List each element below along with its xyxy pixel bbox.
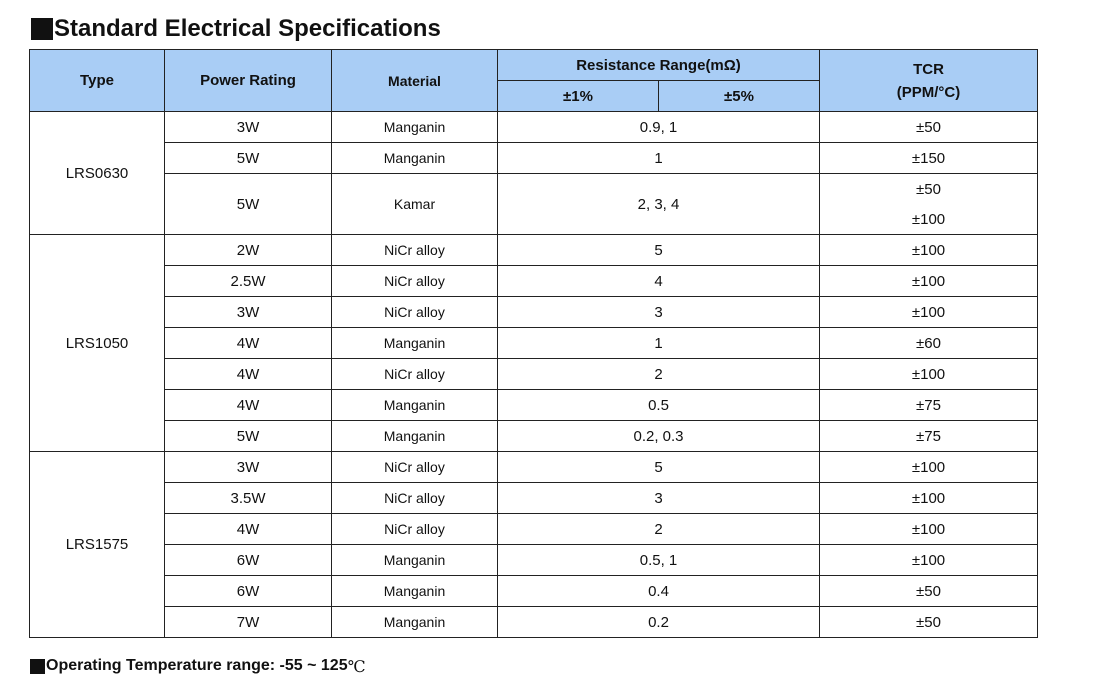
table-row (30, 514, 1038, 545)
tcr-cell: ±50 (820, 607, 1038, 638)
tcr-cell: ±100 (820, 266, 1038, 297)
header-row (30, 50, 1038, 81)
material-cell: NiCr alloy (332, 514, 498, 545)
material-cell: Manganin (332, 112, 498, 143)
header-tcr (820, 50, 1038, 112)
resistance-range-cell: 0.2, 0.3 (498, 421, 820, 452)
tcr-cell: ±100 (820, 545, 1038, 576)
tcr-cell: ±100 (820, 483, 1038, 514)
tcr-value: ±50 (916, 180, 941, 198)
resistance-range-cell: 2 (498, 359, 820, 390)
temperature-unit: ℃ (347, 656, 366, 676)
header-type: Type (30, 50, 165, 112)
power-rating-cell: 6W (165, 576, 332, 607)
header-tolerance-1: ±1% (498, 81, 659, 112)
header-resistance-range: Resistance Range(mΩ) (498, 50, 820, 81)
resistance-range-cell: 2 (498, 514, 820, 545)
material-cell: Manganin (332, 328, 498, 359)
material-cell: NiCr alloy (332, 235, 498, 266)
operating-temperature-note (30, 656, 366, 676)
table-row (30, 576, 1038, 607)
table-row (30, 359, 1038, 390)
power-rating-cell: 3W (165, 452, 332, 483)
resistance-range-cell: 5 (498, 235, 820, 266)
resistance-range-cell: 3 (498, 483, 820, 514)
type-cell: LRS1575 (30, 452, 165, 638)
power-rating-cell: 6W (165, 545, 332, 576)
table-row (30, 390, 1038, 421)
resistance-range-cell: 0.9, 1 (498, 112, 820, 143)
material-cell: NiCr alloy (332, 266, 498, 297)
power-rating-cell: 3W (165, 112, 332, 143)
table-row (30, 266, 1038, 297)
table-row (30, 297, 1038, 328)
table-row (30, 607, 1038, 638)
material-cell: Manganin (332, 576, 498, 607)
material-cell: Manganin (332, 421, 498, 452)
table-row (30, 483, 1038, 514)
tcr-cell: ±150 (820, 143, 1038, 174)
header-tolerance-5: ±5% (659, 81, 820, 112)
operating-temperature-text: Operating Temperature range: -55 ~ 125 (46, 657, 348, 674)
material-cell: Manganin (332, 143, 498, 174)
resistance-range-cell: 0.4 (498, 576, 820, 607)
tcr-cell: ±100 (820, 514, 1038, 545)
type-cell: LRS1050 (30, 235, 165, 452)
tcr-cell: ±100 (820, 297, 1038, 328)
section-heading-text: Standard Electrical Specifications (54, 15, 441, 42)
tcr-cell: ±100 (820, 359, 1038, 390)
tcr-cell: ±50 (820, 576, 1038, 607)
resistance-range-cell: 2, 3, 4 (498, 174, 820, 235)
header-tcr-line1: TCR (913, 60, 944, 78)
resistance-range-cell: 0.5, 1 (498, 545, 820, 576)
power-rating-cell: 2.5W (165, 266, 332, 297)
tcr-value: ±100 (911, 210, 946, 228)
table-row (30, 112, 1038, 143)
material-cell: NiCr alloy (332, 483, 498, 514)
material-cell: Manganin (332, 545, 498, 576)
table-body (30, 112, 1038, 638)
section-heading (31, 14, 441, 44)
resistance-range-cell: 5 (498, 452, 820, 483)
material-cell: Manganin (332, 390, 498, 421)
power-rating-cell: 4W (165, 328, 332, 359)
tcr-cell: ±100 (820, 235, 1038, 266)
power-rating-cell: 4W (165, 390, 332, 421)
power-rating-cell: 5W (165, 174, 332, 235)
table-row (30, 452, 1038, 483)
tcr-cell: ±75 (820, 390, 1038, 421)
table-row (30, 174, 1038, 235)
resistance-range-cell: 0.5 (498, 390, 820, 421)
power-rating-cell: 4W (165, 359, 332, 390)
type-cell: LRS0630 (30, 112, 165, 235)
header-material: Material (332, 50, 498, 112)
power-rating-cell: 7W (165, 607, 332, 638)
square-bullet-icon (30, 659, 45, 674)
resistance-range-cell: 0.2 (498, 607, 820, 638)
material-cell: NiCr alloy (332, 297, 498, 328)
material-cell: Manganin (332, 607, 498, 638)
tcr-cell: ±100 (820, 452, 1038, 483)
power-rating-cell: 4W (165, 514, 332, 545)
power-rating-cell: 5W (165, 421, 332, 452)
square-bullet-icon (31, 18, 53, 40)
resistance-range-cell: 1 (498, 328, 820, 359)
power-rating-cell: 3.5W (165, 483, 332, 514)
table-row (30, 235, 1038, 266)
resistance-range-cell: 3 (498, 297, 820, 328)
tcr-cell: ±75 (820, 421, 1038, 452)
power-rating-cell: 5W (165, 143, 332, 174)
power-rating-cell: 2W (165, 235, 332, 266)
resistance-range-cell: 1 (498, 143, 820, 174)
specifications-table (29, 49, 1038, 638)
tcr-cell: ±50 (820, 112, 1038, 143)
power-rating-cell: 3W (165, 297, 332, 328)
resistance-range-cell: 4 (498, 266, 820, 297)
material-cell: NiCr alloy (332, 452, 498, 483)
table-row (30, 143, 1038, 174)
material-cell: Kamar (332, 174, 498, 235)
tcr-cell (820, 174, 1038, 235)
header-tcr-line2: (PPM/°C) (896, 83, 961, 101)
table-row (30, 545, 1038, 576)
table-row (30, 421, 1038, 452)
table-row (30, 328, 1038, 359)
tcr-cell: ±60 (820, 328, 1038, 359)
header-power-rating: Power Rating (165, 50, 332, 112)
material-cell: NiCr alloy (332, 359, 498, 390)
